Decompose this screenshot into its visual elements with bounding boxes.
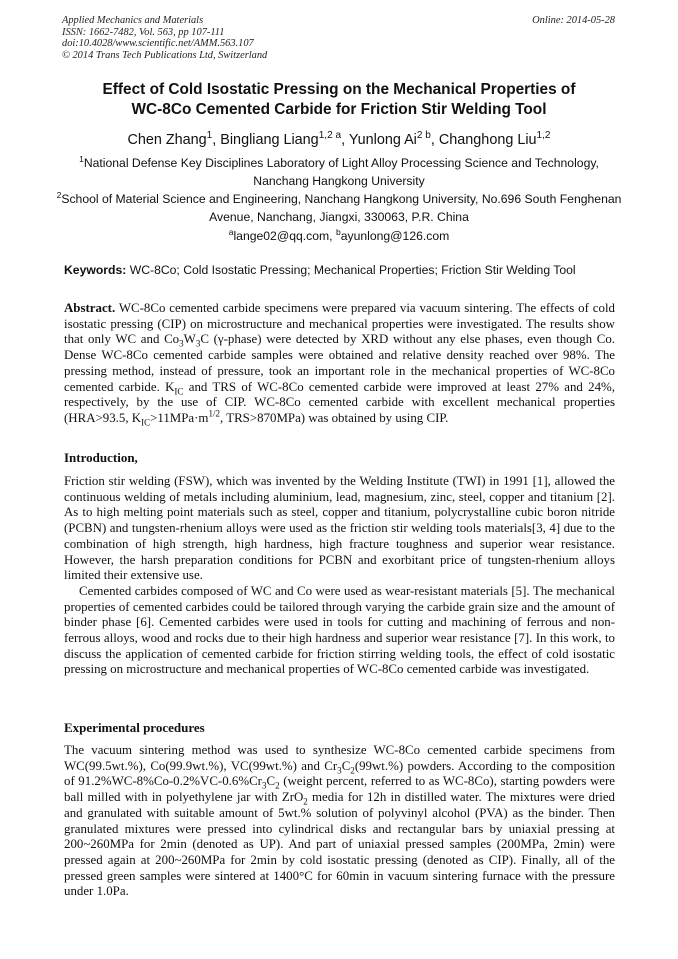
copyright-line: © 2014 Trans Tech Publications Ltd, Switzerland	[62, 49, 268, 61]
paragraph-text: C	[266, 774, 276, 789]
paragraph-text: C	[341, 758, 351, 773]
affiliation-mark: 1	[79, 153, 84, 164]
keywords	[64, 262, 616, 279]
section-heading-introduction: Introduction,	[64, 450, 138, 465]
email-mark: a	[228, 226, 234, 237]
subscript: IC	[141, 417, 151, 428]
abstract	[64, 301, 615, 427]
affiliation-1	[50, 155, 628, 190]
author-name: Bingliang Liang	[220, 132, 319, 148]
paper-title	[40, 80, 638, 119]
superscript: 1/2	[208, 408, 220, 419]
email-address: ayunlong@126.com	[340, 229, 450, 243]
email-address: lange02@qq.com	[233, 229, 330, 243]
section-heading-experimental: Experimental procedures	[64, 720, 205, 735]
author-affiliation-mark: 1,2	[536, 130, 551, 142]
title-line-1: Effect of Cold Isostatic Pressing on the Mechanical Properties of	[102, 81, 576, 98]
doi-line: doi:10.4028/www.scientific.net/AMM.563.107	[62, 38, 254, 50]
author-affiliation-mark: 2 b	[416, 130, 431, 142]
subscript: 2	[303, 796, 308, 807]
author-affiliation-mark: 1	[206, 130, 213, 142]
email-mark: b	[335, 226, 341, 237]
affiliation-text: School of Material Science and Engineering, Nanchang Hangkong University, No.696 South Fenghenan Avenue, Nanchang, Jiangxi, 330063, P.R. China	[61, 192, 622, 224]
title-line-2: WC-8Co Cemented Carbide for Friction Stir Welding Tool	[131, 100, 547, 118]
subscript: IC	[174, 386, 184, 397]
author-name: Chen Zhang	[127, 132, 207, 148]
abstract-label: Abstract.	[64, 301, 116, 315]
author-list: Chen Zhang$^1$, Bingliang Liang$^{1,2 a}$, Yunlong $Ai^{2 b}$, Changhong Liu$^{1,2}$	[127, 130, 551, 148]
email-line: $^a$lange02@qq.com, $^b$ayunlong@126.com	[228, 226, 450, 243]
author-name: Changhong Liu	[438, 132, 537, 148]
subscript: 3	[195, 338, 201, 349]
keywords-text: WC-8Co; Cold Isostatic Pressing; Mechanical Properties; Friction Stir Welding Tool	[129, 263, 576, 277]
author-name: Yunlong Ai	[348, 132, 417, 148]
paragraph-text: (99wt.%) powders. According to the composition of 91.2%WC-8%Co-0.2%VC-0.6%Cr	[64, 758, 616, 789]
abstract-text: W	[183, 332, 196, 347]
affiliation-text: National Defense Key Disciplines Laboratory of Light Alloy Processing Science and Technology, Nanchang Hangkong University	[83, 156, 599, 188]
affiliation-2	[50, 191, 628, 226]
affiliation-mark: 2	[56, 189, 62, 200]
experimental-body	[64, 743, 615, 900]
subscript: 3	[261, 780, 267, 791]
abstract-text: C (γ-phase) were detected by XRD without any else phases, even though Co. Dense WC-8Co cemented carbide samples were obtained and relative density reached over 98%. The pressing method, instead of pressure, took an important role in the mechanical properties of WC-8Co cemented carbide. K	[64, 332, 616, 394]
abstract-text: , TRS>870MPa) was obtained by using CIP.	[220, 410, 449, 425]
paragraph-text: (weight percent, referred to as WC-8Co), starting powders were ball milled with in polyethylene jar with ZrO	[64, 774, 615, 805]
paragraph-text: The vacuum sintering method was used to synthesize WC-8Co cemented carbide specimens from WC(99.5wt.%), Co(99.9wt.%), VC(99wt.%) and Cr	[64, 743, 615, 773]
abstract-text: >11MPa·m	[150, 410, 209, 425]
paragraph	[64, 743, 615, 900]
subscript: 3	[337, 765, 342, 776]
subscript: 2	[350, 765, 355, 776]
subscript: 2	[275, 780, 280, 791]
paragraph-text: media for 12h in distilled water. The mixtures were dried and granulated with suitable amount of 5wt.% solution of polyvinyl alcohol (PVA) as the binder. Then granulated mixtures were pressed into cylindrical disks and rectangular bars by uniaxial pressing at 200~260MPa for 2min (denoted as UP). And part of uniaxial pressed samples (200MPa, 2min) were pressed again at 200~260MPa for 2min by cold isostatic pressing (denoted as CIP). Finally, all of the pressed green samples were sintered at 1400°C for 60min in vacuum sintering furnace with the pressure under 1.0Pa.	[64, 790, 615, 899]
issn-line: ISSN: 1662-7482, Vol. 563, pp 107-111	[62, 26, 225, 38]
paragraph: Cemented carbides composed of WC and Co were used as wear-resistant materials [5]. The mechanical properties of cemented carbides could be tailored through varying the carbide grain size and the amount of binder phase [6]. Cemented carbides were used in tools for cutting and machining of ferrous and non-ferrous alloys, wood and rocks due to their high hardness and superior wear resistance [7]. In this work, to discuss the application of cemented carbide for friction stirring welding tools, the effect of cold isostatic pressing on microstructure and mechanical properties of WC-8Co cemented carbide was investigated.	[64, 583, 615, 677]
paragraph: Friction stir welding (FSW), which was invented by the Welding Institute (TWI) in 1991 [1], allowed the continuous welding of metals including aluminium, lead, magnesium, zinc, steel, copper and titanium [2]. As to high melting point materials such as steel, copper and titanium, polycrystalline cubic boron nitride (PCBN) and tungsten-rhenium alloys were used as the friction stir welding tools materials[3, 4] due to the combination of high strength, high hardness, high fracture toughness and superior wear resistance. However, the harsh preparation conditions for PCBN and exorbitant price of tungsten-rhenium alloys limited their extensive use.	[64, 474, 615, 583]
journal-name: Applied Mechanics and Materials	[62, 15, 204, 26]
keywords-label: Keywords:	[64, 263, 127, 277]
introduction-body	[64, 474, 615, 678]
abstract-text: and TRS of WC-8Co cemented carbide were improved at least 27% and 24%, respectively, by the use of CIP. WC-8Co cemented carbide with excellent mechanical properties (HRA>93.5, K	[64, 379, 615, 425]
online-date: Online: 2014-05-28	[532, 15, 615, 26]
subscript: 3	[179, 338, 184, 349]
author-affiliation-mark: 1,2 a	[318, 130, 342, 142]
abstract-text: WC-8Co cemented carbide specimens were prepared via vacuum sintering. The effects of cold isostatic pressing (CIP) on microstructure and mechanical properties were investigated. The results show that only WC and Co	[64, 301, 615, 347]
publication-info	[62, 15, 267, 61]
